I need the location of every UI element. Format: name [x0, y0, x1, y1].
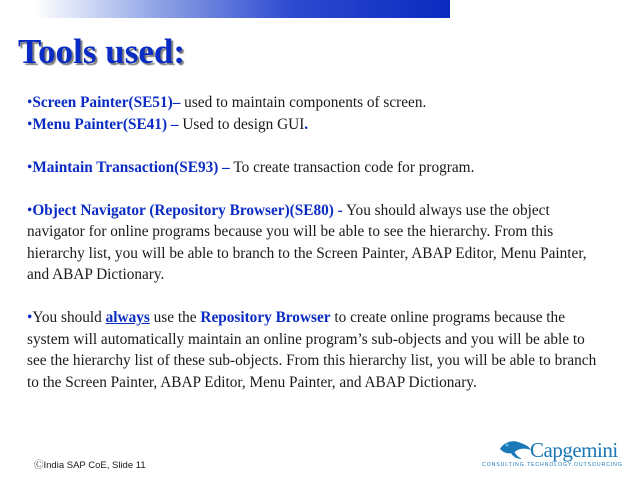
bullet-icon: •: [27, 115, 33, 133]
mid-repository-browser: use the: [149, 309, 201, 326]
desc-menu-painter: Used to design GUI: [178, 115, 305, 133]
bullet-icon: •: [27, 94, 33, 111]
bullet-item-screen-painter: [27, 92, 607, 114]
top-gradient-bar: [0, 0, 450, 18]
bullet-icon: •: [27, 309, 33, 326]
logo-wordmark: Capgemini: [530, 438, 618, 462]
bullet-item-object-navigator: [27, 200, 607, 286]
term-repository-browser: Repository Browser: [200, 309, 331, 326]
bullet-item-repository-browser: [27, 307, 607, 393]
slide-content: [27, 92, 607, 393]
spacer: [27, 178, 607, 200]
slide-footer: ⒸIndia SAP CoE, Slide 11: [34, 460, 146, 471]
desc-repository-browser: to create online programs because the system will automatically maintain an online program’s sub-objects and you will be able to see the hierarchy list of these sub-objects. From this hierarchy list, you will be able to branch to the Screen Painter, ABAP Editor, Menu Painter, and ABAP Dictionary.: [27, 309, 597, 391]
desc-object-navigator: You should always use the object navigator for online programs because you will be able to see the hierarchy. From this hierarchy list, you will be able to branch to the Screen Painter, ABAP Editor, Menu Painter, and ABAP Dictionary.: [27, 201, 587, 283]
term-menu-painter: Menu Painter(SE41) –: [32, 115, 179, 133]
spade-logo-icon: [498, 438, 532, 460]
desc-menu-painter-period: .: [304, 115, 309, 133]
emphasis-always: always: [105, 309, 150, 326]
bullet-item-menu-painter: [27, 114, 607, 136]
bullet-icon: •: [27, 201, 33, 219]
desc-screen-painter: used to maintain components of screen.: [180, 94, 427, 111]
desc-maintain-transaction: To create transaction code for program.: [229, 158, 475, 176]
bullet-item-maintain-transaction: [27, 157, 607, 179]
capgemini-logo: [478, 438, 628, 472]
term-maintain-transaction: Maintain Transaction(SE93) –: [32, 158, 230, 176]
slide-title: Tools used:: [18, 32, 185, 71]
term-screen-painter: Screen Painter(SE51)–: [32, 94, 181, 111]
spacer: [27, 286, 607, 308]
spacer: [27, 135, 607, 157]
term-object-navigator: Object Navigator (Repository Browser)(SE80) -: [32, 201, 343, 219]
logo-tagline: CONSULTING.TECHNOLOGY.OUTSOURCING: [482, 462, 623, 468]
lead-repository-browser: You should: [32, 309, 106, 326]
bullet-icon: •: [27, 158, 33, 176]
